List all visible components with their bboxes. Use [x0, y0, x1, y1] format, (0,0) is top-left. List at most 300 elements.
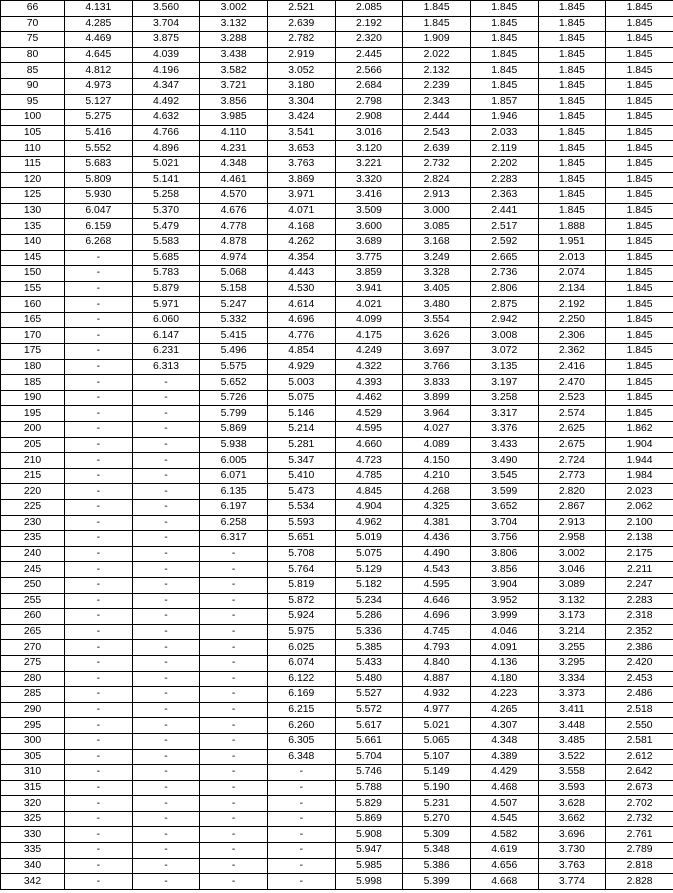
table-cell: 4.381 — [403, 515, 471, 531]
table-row — [1, 359, 673, 375]
table-cell: 2.239 — [403, 78, 471, 94]
table-cell: 4.325 — [403, 500, 471, 516]
table-cell: 6.197 — [200, 500, 268, 516]
table-cell: 4.196 — [132, 63, 200, 79]
table-cell: 3.869 — [267, 172, 335, 188]
table-cell: 2.639 — [267, 16, 335, 32]
table-cell: 2.550 — [606, 718, 673, 734]
table-cell: 5.651 — [267, 531, 335, 547]
table-cell: - — [65, 593, 133, 609]
table-cell: 5.190 — [403, 780, 471, 796]
table-cell: 1.845 — [538, 172, 606, 188]
table-cell: 3.662 — [538, 811, 606, 827]
table-cell: 3.255 — [538, 640, 606, 656]
table-cell: 3.763 — [538, 858, 606, 874]
table-cell: 5.347 — [267, 453, 335, 469]
table-row — [1, 702, 673, 718]
table-cell: 2.518 — [606, 702, 673, 718]
table-cell: 5.247 — [200, 297, 268, 313]
table-cell: 1.862 — [606, 422, 673, 438]
table-cell: 3.952 — [470, 593, 538, 609]
table-row — [1, 468, 673, 484]
table-cell: 2.612 — [606, 749, 673, 765]
table-cell: - — [200, 733, 268, 749]
table-cell: 1.845 — [606, 375, 673, 391]
table-cell: - — [200, 780, 268, 796]
table-cell: 3.002 — [538, 546, 606, 562]
table-cell: - — [65, 609, 133, 625]
table-cell: 2.362 — [538, 344, 606, 360]
table-cell: - — [267, 780, 335, 796]
table-cell: 2.875 — [470, 297, 538, 313]
table-cell: 5.214 — [267, 422, 335, 438]
table-cell: 2.592 — [470, 234, 538, 250]
table-cell: 5.433 — [335, 655, 403, 671]
table-cell: 3.132 — [538, 593, 606, 609]
table-cell: 5.075 — [267, 390, 335, 406]
table-cell: 3.373 — [538, 687, 606, 703]
table-cell: 5.764 — [267, 562, 335, 578]
table-cell: 5.552 — [65, 141, 133, 157]
table-cell: 5.182 — [335, 577, 403, 593]
row-key-cell: 80 — [1, 47, 65, 63]
table-cell: 2.318 — [606, 609, 673, 625]
table-cell: 1.845 — [470, 32, 538, 48]
table-cell: 6.060 — [132, 312, 200, 328]
table-cell: 5.685 — [132, 250, 200, 266]
table-cell: 2.913 — [403, 188, 471, 204]
table-cell: 1.845 — [606, 110, 673, 126]
table-cell: 4.656 — [470, 858, 538, 874]
table-cell: 2.724 — [538, 453, 606, 469]
table-cell: - — [65, 437, 133, 453]
table-cell: 2.732 — [403, 156, 471, 172]
table-cell: 2.444 — [403, 110, 471, 126]
table-row — [1, 1, 673, 17]
table-row — [1, 827, 673, 843]
row-key-cell: 340 — [1, 858, 65, 874]
table-cell: 3.180 — [267, 78, 335, 94]
table-cell: 2.192 — [335, 16, 403, 32]
table-cell: 4.262 — [267, 234, 335, 250]
table-cell: 3.964 — [403, 406, 471, 422]
table-cell: - — [65, 811, 133, 827]
table-cell: 2.913 — [538, 515, 606, 531]
row-key-cell: 305 — [1, 749, 65, 765]
table-cell: - — [200, 562, 268, 578]
table-cell: 2.673 — [606, 780, 673, 796]
table-cell: 4.645 — [65, 47, 133, 63]
table-cell: 5.019 — [335, 531, 403, 547]
row-key-cell: 155 — [1, 281, 65, 297]
table-cell: 3.334 — [538, 671, 606, 687]
table-cell: 2.867 — [538, 500, 606, 516]
table-cell: 1.845 — [606, 172, 673, 188]
table-cell: 6.268 — [65, 234, 133, 250]
table-cell: - — [65, 702, 133, 718]
row-key-cell: 185 — [1, 375, 65, 391]
table-cell: 3.376 — [470, 422, 538, 438]
table-cell: 4.231 — [200, 141, 268, 157]
table-cell: - — [132, 515, 200, 531]
table-row — [1, 32, 673, 48]
table-cell: 5.107 — [403, 749, 471, 765]
table-row — [1, 609, 673, 625]
table-cell: 6.231 — [132, 344, 200, 360]
table-cell: 3.599 — [470, 484, 538, 500]
table-cell: 4.570 — [200, 188, 268, 204]
table-cell: 3.985 — [200, 110, 268, 126]
table-cell: 3.424 — [267, 110, 335, 126]
table-row — [1, 47, 673, 63]
table-cell: 2.523 — [538, 390, 606, 406]
table-cell: 2.283 — [470, 172, 538, 188]
table-row — [1, 531, 673, 547]
row-key-cell: 145 — [1, 250, 65, 266]
table-cell: 3.856 — [200, 94, 268, 110]
row-key-cell: 70 — [1, 16, 65, 32]
row-key-cell: 255 — [1, 593, 65, 609]
table-row — [1, 125, 673, 141]
table-cell: - — [132, 827, 200, 843]
table-cell: 2.119 — [470, 141, 538, 157]
table-cell: 4.646 — [403, 593, 471, 609]
table-cell: - — [267, 827, 335, 843]
table-cell: 2.702 — [606, 796, 673, 812]
row-key-cell: 210 — [1, 453, 65, 469]
table-cell: - — [267, 858, 335, 874]
table-cell: - — [132, 702, 200, 718]
table-cell: - — [65, 359, 133, 375]
table-cell: 1.845 — [606, 344, 673, 360]
table-cell: 1.845 — [606, 328, 673, 344]
table-cell: - — [65, 515, 133, 531]
table-cell: 5.593 — [267, 515, 335, 531]
table-cell: 1.845 — [606, 94, 673, 110]
table-cell: 1.845 — [606, 266, 673, 282]
table-cell: 1.845 — [538, 156, 606, 172]
table-cell: 3.766 — [403, 359, 471, 375]
table-cell: 4.354 — [267, 250, 335, 266]
table-cell: - — [65, 796, 133, 812]
table-cell: - — [200, 811, 268, 827]
table-cell: 5.270 — [403, 811, 471, 827]
table-cell: - — [267, 796, 335, 812]
table-cell: 1.845 — [470, 63, 538, 79]
table-cell: 2.782 — [267, 32, 335, 48]
table-cell: 3.756 — [470, 531, 538, 547]
table-cell: - — [132, 484, 200, 500]
table-cell: - — [65, 453, 133, 469]
table-cell: 3.653 — [267, 141, 335, 157]
table-row — [1, 500, 673, 516]
table-cell: 4.545 — [470, 811, 538, 827]
table-cell: - — [200, 702, 268, 718]
row-key-cell: 260 — [1, 609, 65, 625]
table-cell: 4.582 — [470, 827, 538, 843]
table-cell: 5.416 — [65, 125, 133, 141]
table-cell: 4.110 — [200, 125, 268, 141]
table-cell: 5.872 — [267, 593, 335, 609]
table-cell: 4.840 — [403, 655, 471, 671]
table-cell: 5.127 — [65, 94, 133, 110]
table-cell: 1.845 — [538, 188, 606, 204]
table-cell: 6.122 — [267, 671, 335, 687]
table-cell: 3.052 — [267, 63, 335, 79]
table-cell: 5.726 — [200, 390, 268, 406]
table-cell: 5.075 — [335, 546, 403, 562]
table-row — [1, 219, 673, 235]
table-cell: 5.003 — [267, 375, 335, 391]
table-cell: 4.389 — [470, 749, 538, 765]
table-cell: 3.541 — [267, 125, 335, 141]
table-cell: 1.845 — [538, 47, 606, 63]
row-key-cell: 190 — [1, 390, 65, 406]
table-cell: - — [65, 562, 133, 578]
table-row — [1, 344, 673, 360]
table-cell: - — [200, 765, 268, 781]
table-cell: - — [132, 655, 200, 671]
row-key-cell: 215 — [1, 468, 65, 484]
table-cell: 3.480 — [403, 297, 471, 313]
table-cell: 5.869 — [200, 422, 268, 438]
table-cell: - — [132, 780, 200, 796]
table-cell: 4.223 — [470, 687, 538, 703]
table-cell: 1.845 — [538, 78, 606, 94]
table-cell: 5.149 — [403, 765, 471, 781]
table-cell: 4.347 — [132, 78, 200, 94]
table-row — [1, 406, 673, 422]
table-cell: 4.429 — [470, 765, 538, 781]
table-cell: 1.845 — [606, 234, 673, 250]
row-key-cell: 270 — [1, 640, 65, 656]
table-cell: 3.875 — [132, 32, 200, 48]
table-cell: - — [200, 624, 268, 640]
table-cell: 5.258 — [132, 188, 200, 204]
row-key-cell: 220 — [1, 484, 65, 500]
table-cell: 3.002 — [200, 1, 268, 17]
table-row — [1, 453, 673, 469]
table-cell: 1.845 — [606, 390, 673, 406]
table-cell: 5.527 — [335, 687, 403, 703]
table-cell: 5.908 — [335, 827, 403, 843]
table-cell: 1.857 — [470, 94, 538, 110]
row-key-cell: 120 — [1, 172, 65, 188]
table-cell: - — [200, 858, 268, 874]
table-cell: 5.708 — [267, 546, 335, 562]
table-cell: - — [132, 609, 200, 625]
table-cell: 5.652 — [200, 375, 268, 391]
table-cell: 1.845 — [538, 203, 606, 219]
table-cell: 4.745 — [403, 624, 471, 640]
table-cell: 2.581 — [606, 733, 673, 749]
table-cell: 3.173 — [538, 609, 606, 625]
table-cell: 3.697 — [403, 344, 471, 360]
table-cell: 5.947 — [335, 843, 403, 859]
table-cell: 6.169 — [267, 687, 335, 703]
table-cell: - — [132, 796, 200, 812]
table-row — [1, 16, 673, 32]
table-cell: 4.099 — [335, 312, 403, 328]
row-key-cell: 300 — [1, 733, 65, 749]
table-cell: - — [65, 780, 133, 796]
table-row — [1, 780, 673, 796]
table-cell: 3.593 — [538, 780, 606, 796]
table-cell: 5.415 — [200, 328, 268, 344]
table-cell: 2.132 — [403, 63, 471, 79]
table-cell: 4.977 — [403, 702, 471, 718]
table-cell: - — [65, 655, 133, 671]
table-cell: 1.909 — [403, 32, 471, 48]
table-cell: 4.461 — [200, 172, 268, 188]
table-cell: - — [267, 874, 335, 890]
row-key-cell: 330 — [1, 827, 65, 843]
table-cell: - — [200, 749, 268, 765]
table-cell: 3.763 — [267, 156, 335, 172]
table-cell: 3.941 — [335, 281, 403, 297]
table-cell: 3.320 — [335, 172, 403, 188]
row-key-cell: 290 — [1, 702, 65, 718]
table-cell: 3.600 — [335, 219, 403, 235]
row-key-cell: 105 — [1, 125, 65, 141]
table-cell: 2.828 — [606, 874, 673, 890]
table-cell: 2.818 — [606, 858, 673, 874]
table-cell: 2.958 — [538, 531, 606, 547]
table-cell: 2.441 — [470, 203, 538, 219]
table-cell: 3.295 — [538, 655, 606, 671]
table-cell: 4.723 — [335, 453, 403, 469]
table-cell: 1.845 — [606, 297, 673, 313]
table-cell: 4.887 — [403, 671, 471, 687]
table-cell: 3.120 — [335, 141, 403, 157]
table-cell: - — [65, 733, 133, 749]
table-cell: 3.328 — [403, 266, 471, 282]
table-cell: 4.046 — [470, 624, 538, 640]
table-cell: 4.812 — [65, 63, 133, 79]
table-cell: - — [65, 577, 133, 593]
table-cell: 2.736 — [470, 266, 538, 282]
table-cell: 4.039 — [132, 47, 200, 63]
table-cell: 4.974 — [200, 250, 268, 266]
table-cell: 4.265 — [470, 702, 538, 718]
table-cell: 3.558 — [538, 765, 606, 781]
table-cell: 3.249 — [403, 250, 471, 266]
table-cell: 6.074 — [267, 655, 335, 671]
table-cell: 5.370 — [132, 203, 200, 219]
table-cell: 3.859 — [335, 266, 403, 282]
table-cell: 4.660 — [335, 437, 403, 453]
table-cell: 6.348 — [267, 749, 335, 765]
table-cell: 1.845 — [538, 141, 606, 157]
table-cell: - — [132, 390, 200, 406]
row-key-cell: 90 — [1, 78, 65, 94]
table-cell: 3.704 — [132, 16, 200, 32]
table-cell: 4.507 — [470, 796, 538, 812]
table-row — [1, 297, 673, 313]
table-cell: - — [65, 468, 133, 484]
table-cell: 2.470 — [538, 375, 606, 391]
table-cell: 4.150 — [403, 453, 471, 469]
table-cell: - — [132, 765, 200, 781]
table-cell: - — [132, 422, 200, 438]
table-cell: 1.944 — [606, 453, 673, 469]
table-cell: 3.214 — [538, 624, 606, 640]
table-cell: - — [200, 609, 268, 625]
table-cell: 6.305 — [267, 733, 335, 749]
table-cell: - — [132, 811, 200, 827]
table-cell: 1.845 — [606, 219, 673, 235]
row-key-cell: 342 — [1, 874, 65, 890]
table-cell: 2.566 — [335, 63, 403, 79]
table-cell: 2.250 — [538, 312, 606, 328]
table-cell: 5.021 — [132, 156, 200, 172]
table-cell: 4.091 — [470, 640, 538, 656]
table-cell: 2.625 — [538, 422, 606, 438]
table-cell: 4.443 — [267, 266, 335, 282]
table-cell: 2.085 — [335, 1, 403, 17]
table-cell: 3.221 — [335, 156, 403, 172]
table-cell: 6.005 — [200, 453, 268, 469]
table-cell: 3.405 — [403, 281, 471, 297]
table-cell: 2.486 — [606, 687, 673, 703]
table-cell: 4.436 — [403, 531, 471, 547]
table-cell: 2.908 — [335, 110, 403, 126]
table-cell: 5.348 — [403, 843, 471, 859]
table-cell: 3.904 — [470, 577, 538, 593]
table-row — [1, 78, 673, 94]
table-row — [1, 328, 673, 344]
table-cell: 5.799 — [200, 406, 268, 422]
row-key-cell: 235 — [1, 531, 65, 547]
table-row — [1, 765, 673, 781]
table-cell: 2.062 — [606, 500, 673, 516]
table-cell: 4.168 — [267, 219, 335, 235]
row-key-cell: 295 — [1, 718, 65, 734]
table-cell: 3.089 — [538, 577, 606, 593]
row-key-cell: 125 — [1, 188, 65, 204]
table-cell: 1.845 — [538, 32, 606, 48]
table-cell: - — [65, 484, 133, 500]
table-cell: 5.788 — [335, 780, 403, 796]
table-cell: 2.134 — [538, 281, 606, 297]
table-cell: 5.617 — [335, 718, 403, 734]
table-cell: 4.490 — [403, 546, 471, 562]
table-cell: 2.211 — [606, 562, 673, 578]
table-cell: 5.065 — [403, 733, 471, 749]
table-cell: 5.998 — [335, 874, 403, 890]
table-cell: 3.522 — [538, 749, 606, 765]
table-cell: 1.845 — [403, 1, 471, 17]
row-key-cell: 95 — [1, 94, 65, 110]
table-cell: - — [132, 375, 200, 391]
row-key-cell: 315 — [1, 780, 65, 796]
row-key-cell: 195 — [1, 406, 65, 422]
table-cell: 4.776 — [267, 328, 335, 344]
table-cell: - — [132, 687, 200, 703]
table-cell: 4.619 — [470, 843, 538, 859]
table-cell: 3.582 — [200, 63, 268, 79]
table-cell: 3.000 — [403, 203, 471, 219]
table-cell: - — [65, 827, 133, 843]
table-cell: 1.845 — [606, 141, 673, 157]
table-cell: 1.845 — [606, 156, 673, 172]
table-cell: - — [65, 281, 133, 297]
table-cell: 5.410 — [267, 468, 335, 484]
table-cell: - — [132, 406, 200, 422]
table-cell: - — [132, 546, 200, 562]
row-key-cell: 325 — [1, 811, 65, 827]
table-cell: 4.845 — [335, 484, 403, 500]
